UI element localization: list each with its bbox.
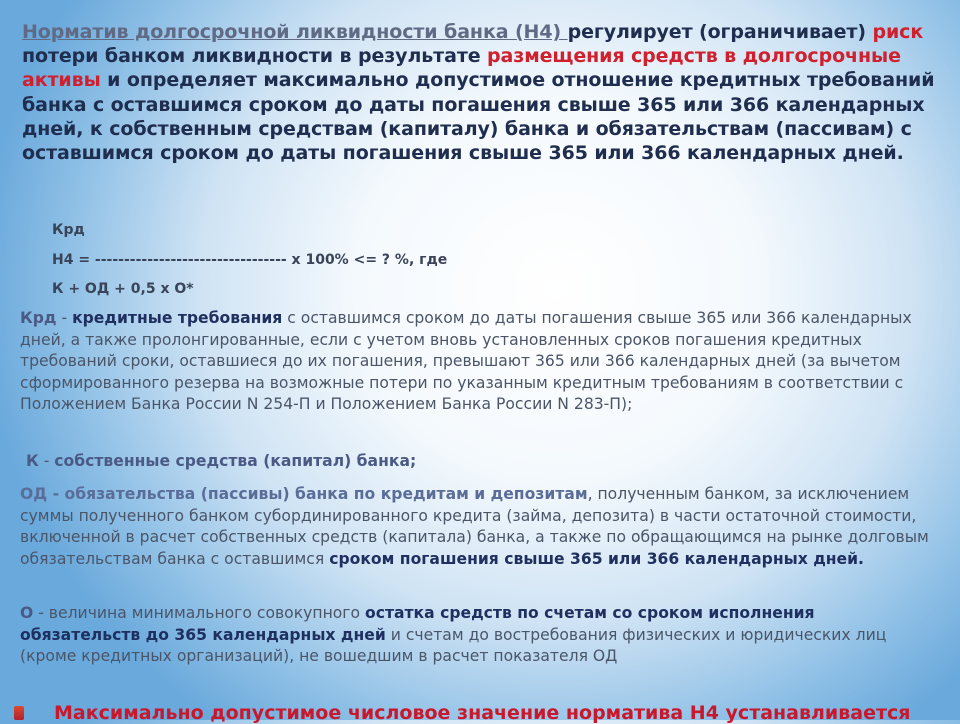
- intro-risk: риск: [872, 21, 924, 43]
- formula-denominator: К + ОД + 0,5 х О*: [52, 281, 194, 297]
- def-symbol: О: [20, 604, 34, 622]
- def-term: остатка средств по счетам со сроком исполнения обязательств до 365 календарных дней: [20, 604, 815, 644]
- def-symbol: К: [26, 452, 39, 470]
- def-symbol: Крд: [20, 309, 57, 327]
- def-text: с оставшимся сроком до даты погашения свыше 365 или 366 календарных дней, а также пролонгированные, если с учетом вновь установленных сроков погашения кредитных требований сроки, оставшиеся до их погашения, превышают 365 или 366 календарных дней (за вычетом сформированного резерва на возможные потери по указанным кредитным требованиям в соответствии с Положением Банка России N 254-П и Положением Банка России N 283-П);: [20, 309, 912, 413]
- def-text-2: и счетам до востребования физических и юридических лиц (кроме кредитных организаций), не вошедшим в расчет показателя ОД: [20, 625, 887, 665]
- definition-o: [20, 603, 940, 668]
- def-term: собственные средства (капитал) банка;: [54, 452, 417, 470]
- def-term: обязательства (пассивы) банка по кредитам и депозитам: [64, 485, 588, 503]
- definition-k: [26, 451, 946, 473]
- intro-placement: размещения средств в долгосрочные активы: [22, 45, 901, 92]
- intro-paragraph: [22, 20, 947, 165]
- def-text: - величина минимального совокупного: [33, 604, 365, 622]
- bullet-marker-icon: [14, 706, 24, 720]
- def-term-2: сроком погашения свыше 365 или 366 календарных дней.: [329, 549, 864, 568]
- def-dash: -: [47, 485, 65, 503]
- intro-text-regulates: регулирует (ограничивает): [567, 21, 873, 43]
- def-dash: -: [56, 309, 73, 327]
- intro-text-rest: и определяет максимально допустимое отношение кредитных требований банка с оставшимся сроком до даты погашения свыше 365 или 366 календарных дней, к собственным средствам (капиталу) банка и обязательствам (пассивам) с оставшимся сроком до даты погашения свыше 365 или 366 календарных дней.: [22, 69, 935, 165]
- formula-main-line: Н4 = --------------------------------- х 100% <= ? %, где: [52, 252, 448, 268]
- footer-heading: Максимально допустимое числовое значение норматива Н4 устанавливается: [54, 702, 911, 724]
- def-dash: -: [38, 452, 55, 470]
- definition-krd: [20, 308, 940, 416]
- definition-od: [20, 484, 940, 570]
- def-text: , полученным банком, за исключением суммы полученного банком субординированного кредита (займа, депозита) в части остаточной стоимости, включенной в расчет собственных средств (капитала) банка, а также по обращающимся на рынке долговым обязательствам банка с оставшимся: [20, 485, 929, 568]
- def-term: кредитные требования: [72, 309, 283, 327]
- formula-numerator: Крд: [52, 222, 85, 238]
- def-symbol: ОД: [20, 485, 48, 503]
- norm-title: Норматив долгосрочной ликвидности банка (Н4): [22, 21, 568, 43]
- intro-text-loss: потери банком ликвидности в результате: [22, 45, 488, 68]
